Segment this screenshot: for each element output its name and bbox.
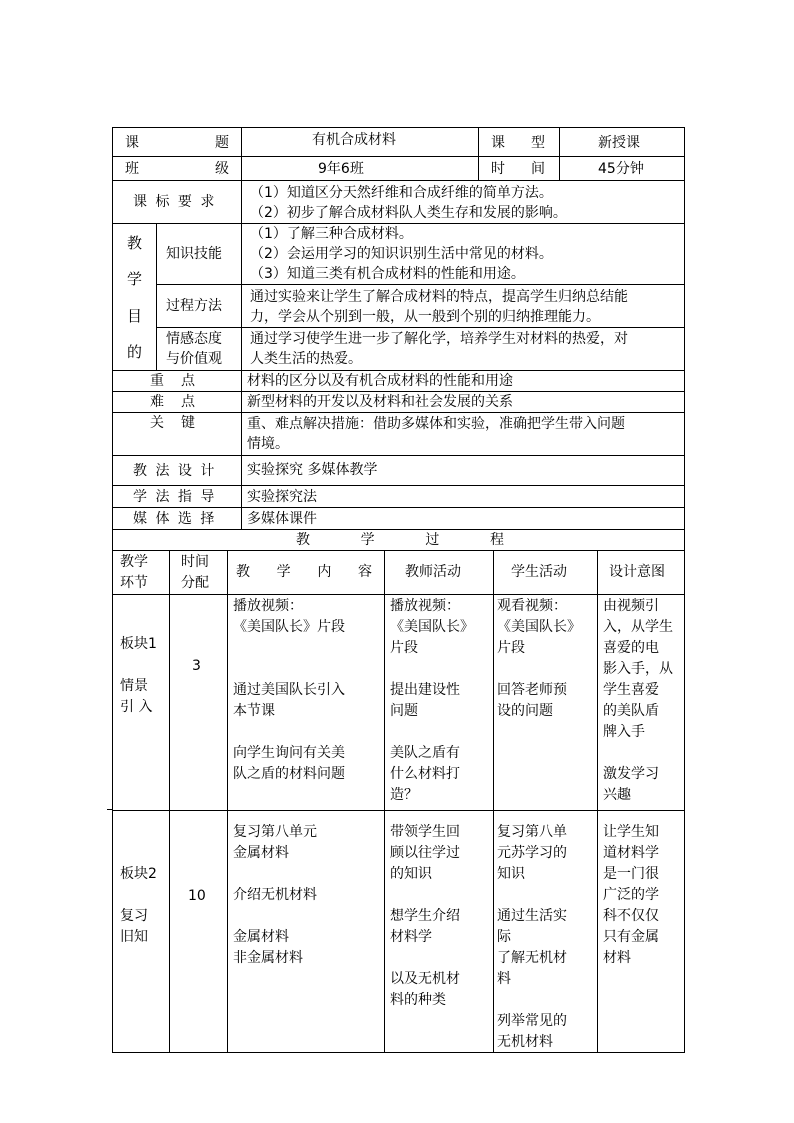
- label-part: 难: [150, 394, 164, 410]
- intent-line: 牌入手: [603, 724, 645, 740]
- attitude-value-cell: [241, 327, 685, 371]
- objectives-char: 目: [126, 306, 142, 325]
- key-point-value: 材料的区分以及有机合成材料的性能和用途: [247, 373, 513, 389]
- row2-time: 10: [188, 888, 206, 904]
- attitude-line: 通过学习使学生进一步了解化学，培养学生对材料的热爱，对: [250, 331, 628, 347]
- header-time-line: 时间: [181, 554, 209, 570]
- row2-teacher: [390, 822, 460, 1011]
- label-part: 级: [215, 161, 229, 177]
- class-label-cell: [112, 156, 242, 181]
- knowledge-line: （3）知道三类有机合成材料的性能和用途。: [250, 266, 525, 282]
- process-title: [296, 530, 504, 550]
- standards-label-cell: [112, 180, 242, 224]
- process-method-lines: [250, 287, 628, 327]
- teacher-line: 的知识: [390, 866, 432, 882]
- difficulty-value: 新型材料的开发以及材料和社会发展的关系: [247, 394, 513, 410]
- knowledge-label: 知识技能: [166, 246, 222, 262]
- header-teacher: 教师活动: [405, 564, 461, 580]
- learning-method-value-cell: [241, 485, 685, 508]
- time-label: [491, 159, 545, 179]
- label-part: 班: [125, 161, 139, 177]
- standards-lines: [250, 183, 567, 223]
- intent-line: 入，从学生: [603, 619, 673, 635]
- attitude-line: 人类生活的热爱。: [250, 351, 362, 367]
- intent-line: 是一门很: [603, 866, 659, 882]
- content-line: 通过美国队长引入: [233, 682, 345, 698]
- teacher-line: 什么材料打: [390, 766, 460, 782]
- teacher-line: 《美国队长》: [390, 619, 474, 635]
- time-value: 45分钟: [598, 161, 644, 177]
- header-intent: 设计意图: [609, 564, 665, 580]
- attitude-label-line: 情感态度: [166, 331, 222, 347]
- topic-value: 有机合成材料: [312, 132, 396, 148]
- label-part: 学: [360, 532, 375, 548]
- learning-method-label-cell: [112, 485, 242, 508]
- stage-line: 引 入: [120, 699, 153, 715]
- header-time: [181, 552, 209, 594]
- teacher-line: 播放视频：: [390, 598, 460, 614]
- column-divider: [227, 551, 228, 1052]
- key-point-label: [150, 371, 195, 391]
- stage-line: 情景: [120, 678, 148, 694]
- class-value-cell: [241, 156, 479, 181]
- student-line: 片段: [497, 640, 525, 656]
- topic-label-cell: [112, 127, 242, 157]
- row1-time: 3: [192, 658, 201, 674]
- intent-line: 只有金属: [603, 929, 659, 945]
- media-value-cell: [241, 507, 685, 530]
- teacher-line: [390, 885, 460, 906]
- label-part: 教: [236, 564, 250, 580]
- teacher-line: 以及无机材: [390, 971, 460, 987]
- stage-line: [120, 655, 157, 676]
- content-line: 金属材料: [233, 845, 289, 861]
- key-label: [150, 413, 195, 433]
- intent-line: 的美队盾: [603, 703, 659, 719]
- teacher-line: [390, 948, 460, 969]
- label-part: 过: [425, 532, 440, 548]
- student-line: 设的问题: [497, 703, 553, 719]
- knowledge-line: （2）会运用学习的知识识别生活中常见的材料。: [250, 246, 553, 262]
- key-label-cell: [112, 412, 242, 456]
- label-part: 内: [317, 564, 332, 580]
- student-line: 际: [497, 929, 511, 945]
- teacher-line: 美队之盾有: [390, 745, 460, 761]
- student-line: 知识: [497, 866, 525, 882]
- student-line: 《美国队长》: [497, 619, 581, 635]
- student-line: 了解无机材: [497, 950, 567, 966]
- row1-stage: [120, 634, 157, 718]
- student-line: [497, 990, 567, 1011]
- teacher-line: 提出建设性: [390, 682, 460, 698]
- content-line: [233, 864, 317, 885]
- key-line: 情境。: [247, 436, 289, 452]
- standards-line: （2）初步了解合成材料队人类生存和发展的影响。: [250, 205, 567, 221]
- row2-intent: [603, 822, 659, 969]
- key-point-value-cell: [241, 370, 685, 392]
- student-line: 无机材料: [497, 1034, 553, 1050]
- attitude-label-cell: [156, 327, 242, 371]
- content-line: 复习第八单元: [233, 824, 317, 840]
- attitude-label-line: 与价值观: [166, 351, 222, 367]
- content-line: 介绍无机材料: [233, 887, 317, 903]
- standards-label: 课 标 要 求: [133, 194, 217, 210]
- row1-student: [497, 596, 581, 722]
- intent-line: 兴趣: [603, 787, 631, 803]
- student-line: [497, 885, 567, 906]
- attitude-lines: [250, 329, 628, 369]
- label-part: 课: [125, 135, 139, 151]
- label-part: 重: [150, 373, 164, 389]
- difficulty-label: [150, 392, 195, 412]
- content-line: 本节课: [233, 703, 275, 719]
- student-line: 料: [497, 971, 511, 987]
- content-line: 非金属材料: [233, 950, 303, 966]
- teacher-line: 材料学: [390, 929, 432, 945]
- type-label-cell: [478, 127, 560, 157]
- label-part: 学: [276, 564, 291, 580]
- objectives-char: 的: [126, 343, 142, 362]
- teaching-method-value: 实验探究 多媒体教学: [247, 462, 378, 478]
- header-content: [236, 562, 372, 583]
- teaching-method-label: 教 法 设 计: [133, 463, 217, 479]
- row2-stage: [120, 864, 157, 948]
- label-part: 间: [531, 161, 545, 177]
- label-part: 键: [181, 415, 195, 431]
- content-line: 队之盾的材料问题: [233, 766, 345, 782]
- intent-line: 喜爱的电: [603, 640, 659, 656]
- intent-line: 广泛的学: [603, 887, 659, 903]
- label-part: 教: [296, 532, 310, 548]
- type-value: 新授课: [598, 135, 640, 151]
- header-stage-line: 教学: [120, 554, 148, 570]
- knowledge-lines: [250, 224, 553, 284]
- stage-line: 复习: [120, 908, 148, 924]
- type-value-cell: [559, 127, 685, 157]
- header-student: 学生活动: [511, 564, 567, 580]
- standards-value-cell: [241, 180, 685, 224]
- topic-label: [125, 133, 229, 153]
- objectives-char: 教: [126, 233, 142, 252]
- column-divider: [384, 551, 385, 1052]
- intent-line: 材料: [603, 950, 631, 966]
- stage-line: 旧知: [120, 929, 148, 945]
- standards-line: （1）知道区分天然纤维和合成纤维的简单方法。: [250, 185, 553, 201]
- knowledge-label-cell: [156, 223, 242, 285]
- content-line: [233, 638, 345, 659]
- content-line: 《美国队长》片段: [233, 619, 345, 635]
- media-label: 媒 体 选 择: [133, 511, 217, 527]
- intent-line: [603, 743, 673, 764]
- intent-line: 激发学习: [603, 766, 659, 782]
- teacher-line: 片段: [390, 640, 418, 656]
- objectives-label: [113, 224, 156, 370]
- label-part: 课: [491, 135, 505, 151]
- content-line: 金属材料: [233, 929, 289, 945]
- row2-content: [233, 822, 317, 969]
- stage-line: 板块1: [120, 636, 157, 652]
- label-part: 关: [150, 415, 164, 431]
- content-line: [233, 722, 345, 743]
- knowledge-line: （1）了解三种合成材料。: [250, 226, 413, 242]
- objectives-char: 学: [126, 270, 142, 289]
- label-part: 点: [181, 373, 195, 389]
- teaching-method-label-cell: [112, 455, 242, 486]
- margin-tick: [107, 809, 113, 810]
- class-value: 9年6班: [318, 161, 364, 177]
- student-line: 通过生活实: [497, 908, 567, 924]
- header-time-line: 分配: [181, 575, 209, 591]
- intent-line: 让学生知: [603, 824, 659, 840]
- label-part: 题: [215, 135, 229, 151]
- time-value-cell: [559, 156, 685, 181]
- label-part: 点: [181, 394, 195, 410]
- learning-method-label: 学 法 指 导: [133, 489, 217, 505]
- teacher-line: 想学生介绍: [390, 908, 460, 924]
- intent-line: 道材料学: [603, 845, 659, 861]
- teacher-line: [390, 659, 474, 680]
- content-line: [233, 906, 317, 927]
- student-line: 复习第八单: [497, 824, 567, 840]
- column-divider: [597, 551, 598, 1052]
- process-method-line: 力，学会从个别到一般，从一般到个别的归纳推理能力。: [250, 309, 600, 325]
- content-line: [233, 659, 345, 680]
- teacher-line: [390, 722, 474, 743]
- difficulty-value-cell: [241, 391, 685, 413]
- objectives-label-cell: [112, 223, 157, 371]
- row-divider: [113, 594, 684, 595]
- teacher-line: 顾以往学过: [390, 845, 460, 861]
- teacher-line: 料的种类: [390, 992, 446, 1008]
- topic-value-cell: [241, 127, 479, 157]
- student-line: 回答老师预: [497, 682, 567, 698]
- process-method-label-cell: [156, 284, 242, 328]
- row-divider: [113, 810, 684, 811]
- student-line: 列举常见的: [497, 1013, 567, 1029]
- process-method-label: 过程方法: [166, 298, 222, 314]
- column-divider: [493, 551, 494, 1052]
- label-part: 容: [357, 564, 372, 580]
- process-method-value-cell: [241, 284, 685, 328]
- time-label-cell: [478, 156, 560, 181]
- process-title-cell: [112, 529, 685, 551]
- attitude-label: [166, 329, 222, 369]
- teaching-method-value-cell: [241, 455, 685, 486]
- difficulty-label-cell: [112, 391, 242, 413]
- knowledge-value-cell: [241, 223, 685, 285]
- class-label: [125, 159, 229, 179]
- column-divider: [169, 551, 170, 1052]
- student-line: [497, 659, 581, 680]
- key-lines: [247, 414, 625, 454]
- label-part: 型: [531, 135, 545, 151]
- key-value-cell: [241, 412, 685, 456]
- label-part: 程: [489, 532, 504, 548]
- header-stage: [120, 552, 148, 594]
- content-line: 向学生询问有关美: [233, 745, 345, 761]
- row1-intent: [603, 596, 673, 806]
- stage-line: [120, 885, 157, 906]
- type-label: [491, 133, 545, 153]
- stage-line: 板块2: [120, 866, 157, 882]
- media-label-cell: [112, 507, 242, 530]
- student-line: 观看视频：: [497, 598, 567, 614]
- key-point-label-cell: [112, 370, 242, 392]
- row1-teacher: [390, 596, 474, 806]
- teacher-line: 带领学生回: [390, 824, 460, 840]
- student-line: 元苏学习的: [497, 845, 567, 861]
- row1-content: [233, 596, 345, 785]
- content-line: 播放视频：: [233, 598, 303, 614]
- intent-line: 学生喜爱: [603, 682, 659, 698]
- process-method-line: 通过实验来让学生了解合成材料的特点，提高学生归纳总结能: [250, 289, 628, 305]
- intent-line: 科不仅仅: [603, 908, 659, 924]
- label-part: 时: [491, 161, 505, 177]
- teacher-line: 造？: [390, 787, 418, 803]
- media-value: 多媒体课件: [247, 511, 317, 527]
- learning-method-value: 实验探究法: [247, 489, 317, 505]
- teacher-line: 问题: [390, 703, 418, 719]
- row2-student: [497, 822, 567, 1053]
- intent-line: 影入手，从: [603, 661, 673, 677]
- intent-line: 由视频引: [603, 598, 659, 614]
- key-line: 重、难点解决措施：借助多媒体和实验，准确把学生带入问题: [247, 416, 625, 432]
- header-stage-line: 环节: [120, 575, 148, 591]
